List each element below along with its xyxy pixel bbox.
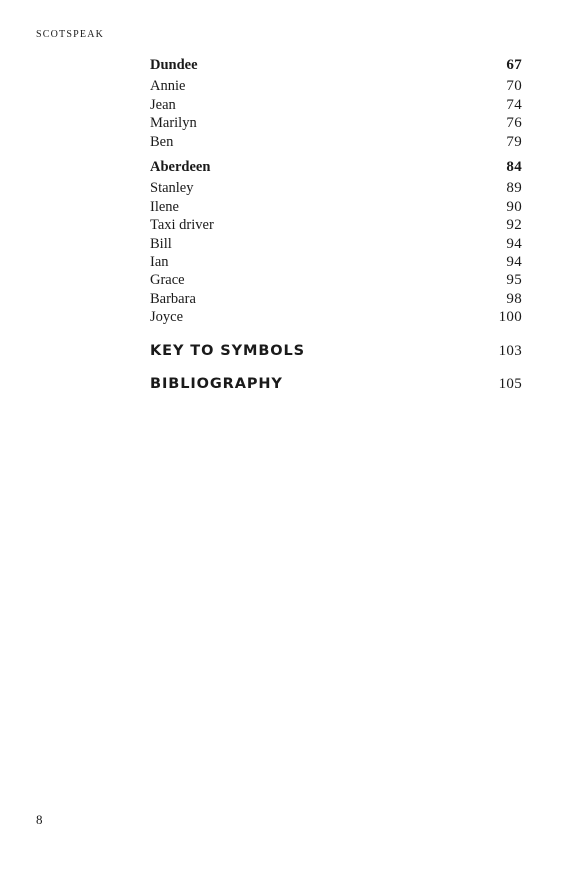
entry-page: 100 xyxy=(498,309,522,326)
entry-page: 76 xyxy=(506,115,522,132)
toc-entry[interactable] xyxy=(150,235,522,253)
section-page: 84 xyxy=(506,159,522,176)
toc-section-aberdeen[interactable] xyxy=(150,158,522,176)
entry-name: Ian xyxy=(150,254,169,271)
toc-major-bibliography[interactable] xyxy=(150,374,522,394)
entry-page: 95 xyxy=(506,272,522,289)
entry-page: 70 xyxy=(506,78,522,95)
major-page: 105 xyxy=(498,375,522,392)
toc-entry[interactable] xyxy=(150,216,522,234)
entry-page: 94 xyxy=(506,254,522,271)
table-of-contents xyxy=(150,56,522,394)
entry-name: Ben xyxy=(150,133,174,150)
toc-major-key-to-symbols[interactable] xyxy=(150,341,522,361)
entry-page: 94 xyxy=(506,235,522,252)
entry-page: 74 xyxy=(506,96,522,113)
major-page: 103 xyxy=(498,342,522,359)
entry-name: Joyce xyxy=(150,309,184,326)
entry-name: Bill xyxy=(150,235,172,252)
entry-page: 79 xyxy=(506,133,522,150)
entry-page: 90 xyxy=(506,198,522,215)
toc-entry[interactable] xyxy=(150,133,522,151)
toc-entry[interactable] xyxy=(150,198,522,216)
toc-entry[interactable] xyxy=(150,114,522,132)
toc-entry[interactable] xyxy=(150,308,522,326)
entry-page: 92 xyxy=(506,217,522,234)
entry-name: Annie xyxy=(150,78,186,95)
entry-name: Ilene xyxy=(150,198,179,215)
entry-name: Taxi driver xyxy=(150,217,214,234)
running-head: SCOTSPEAK xyxy=(36,29,105,40)
section-page: 67 xyxy=(506,57,522,73)
entry-name: Jean xyxy=(150,96,176,113)
toc-section-dundee[interactable] xyxy=(150,56,522,74)
toc-entry[interactable] xyxy=(150,253,522,271)
major-title: KEY TO SYMBOLS xyxy=(150,342,305,359)
toc-entry[interactable] xyxy=(150,271,522,289)
toc-entry[interactable] xyxy=(150,96,522,114)
major-title: BIBLIOGRAPHY xyxy=(150,375,283,392)
entry-page: 98 xyxy=(506,290,522,307)
entry-page: 89 xyxy=(506,180,522,197)
toc-entry[interactable] xyxy=(150,77,522,95)
toc-entry[interactable] xyxy=(150,179,522,197)
section-title: Dundee xyxy=(150,57,198,73)
section-title: Aberdeen xyxy=(150,159,211,176)
entry-name: Stanley xyxy=(150,180,194,197)
toc-entry[interactable] xyxy=(150,290,522,308)
entry-name: Marilyn xyxy=(150,115,197,132)
entry-name: Barbara xyxy=(150,290,196,307)
entry-name: Grace xyxy=(150,272,185,289)
page-number: 8 xyxy=(36,812,43,827)
